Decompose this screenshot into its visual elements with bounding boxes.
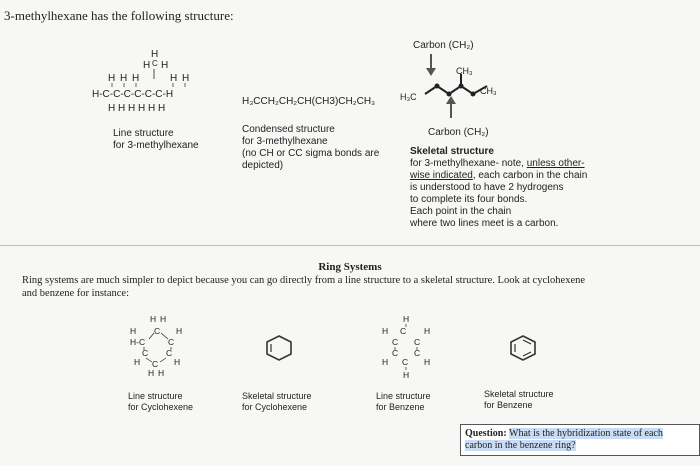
- svg-text:H: H: [170, 73, 178, 84]
- svg-text:H: H: [120, 73, 128, 84]
- skeletal-desc-3: is understood to have 2 hydrogens: [410, 182, 564, 193]
- svg-text:H: H: [108, 73, 116, 84]
- skeletal-desc-5: Each point in the chain: [410, 206, 512, 217]
- condensed-formula: H₃CCH₂CH₂CH(CH3)CH₂CH₃: [242, 96, 376, 107]
- ch3-right-label: CH₃: [480, 86, 497, 96]
- cyclohexene-line-caption: [128, 391, 193, 413]
- h3c-left-label: H₃C: [400, 92, 417, 102]
- svg-text:H-C: H-C: [130, 337, 146, 347]
- svg-text:H: H: [424, 357, 431, 367]
- skeletal-description: [410, 146, 600, 230]
- svg-text:H: H: [148, 368, 155, 378]
- svg-text:C: C: [414, 337, 421, 347]
- benzene-skeletal-caption-1: Skeletal structure: [484, 389, 554, 399]
- svg-text:H: H: [382, 357, 389, 367]
- ring-systems-body-1: Ring systems are much simpler to depict because you can go directly from a line structure to a skeletal structure. Look at cyclohexene: [22, 275, 586, 286]
- svg-text:H: H: [161, 60, 169, 71]
- cyclohexene-line-caption-2: for Cyclohexene: [128, 402, 194, 412]
- svg-text:C: C: [392, 348, 399, 358]
- svg-text:C: C: [400, 326, 407, 336]
- svg-text:H: H: [150, 314, 157, 324]
- intro-text: 3-methylhexane has the following structure:: [4, 8, 234, 23]
- svg-text:C: C: [402, 357, 409, 367]
- svg-text:C: C: [142, 348, 149, 358]
- skeletal-desc-1: for 3-methylhexane- note,: [410, 158, 524, 169]
- skeletal-desc-6: where two lines meet is a carbon.: [410, 218, 559, 229]
- svg-text:H: H: [382, 326, 389, 336]
- benzene-skeletal-caption: [484, 389, 554, 411]
- question-prefix: Question:: [465, 428, 507, 439]
- ring-systems-body-2: and benzene for instance:: [22, 288, 129, 299]
- cyclohexene-skeletal-caption-2: for Cyclohexene: [242, 402, 308, 412]
- svg-text:H: H: [143, 60, 151, 71]
- question-box: [460, 424, 700, 456]
- condensed-desc-2: for 3-methylhexane: [242, 136, 328, 147]
- question-text-2: carbon in the benzene ring?: [465, 440, 576, 451]
- 3-methylhexane-skeletal-structure: [395, 52, 535, 124]
- svg-text:H: H: [134, 357, 141, 367]
- skeletal-desc-line-1: [410, 158, 600, 170]
- cyclohexene-line-structure: [128, 312, 190, 384]
- benzene-line-caption-2: for Benzene: [376, 402, 425, 412]
- carbon-ch2-bottom-label: Carbon (CH₂): [428, 127, 489, 138]
- svg-text:C: C: [392, 337, 399, 347]
- line-structure-label-1: Line structure: [113, 128, 174, 139]
- ring-systems-body: [22, 274, 585, 300]
- svg-text:C: C: [154, 326, 161, 336]
- skeletal-desc-line-2: [410, 170, 600, 182]
- section-divider: [0, 245, 700, 246]
- svg-text:H: H: [403, 314, 410, 324]
- svg-text:H: H: [403, 370, 410, 380]
- skeletal-desc-1-underlined: unless other-: [526, 158, 585, 169]
- condensed-desc-1: Condensed structure: [242, 124, 335, 135]
- condensed-desc-4: depicted): [242, 160, 284, 171]
- svg-text:H: H: [132, 73, 140, 84]
- benzene-line-caption: [376, 391, 431, 413]
- ring-systems-heading: Ring Systems: [318, 261, 382, 273]
- ch3-top-label: CH₃: [456, 66, 473, 76]
- svg-text:H: H: [160, 314, 167, 324]
- svg-text:H: H: [176, 326, 183, 336]
- benzene-line-structure: [376, 312, 436, 384]
- skeletal-desc-2: , each carbon in the chain: [472, 170, 588, 181]
- benzene-line-caption-1: Line structure: [376, 391, 431, 401]
- svg-text:H: H: [182, 73, 190, 84]
- svg-text:C: C: [414, 348, 421, 358]
- line-structure-caption: [113, 128, 199, 152]
- line-structure-label-2: for 3-methylhexane: [113, 140, 199, 151]
- skeletal-title: Skeletal structure: [410, 146, 494, 157]
- benzene-skeletal-structure: [508, 334, 538, 362]
- question-line-2: [465, 440, 695, 452]
- svg-text:H: H: [174, 357, 181, 367]
- svg-text:H-C-C-C-C-C-C-H: H-C-C-C-C-C-C-H: [92, 89, 174, 100]
- condensed-desc-3: (no CH or CC sigma bonds are: [242, 148, 380, 159]
- cyclohexene-skeletal-caption: [242, 391, 312, 413]
- condensed-description: [242, 124, 379, 172]
- 3-methylhexane-line-structure: [88, 46, 218, 118]
- svg-text:C: C: [152, 359, 159, 369]
- benzene-skeletal-caption-2: for Benzene: [484, 400, 533, 410]
- svg-text:H H H H H H: H H H H H H: [108, 103, 166, 114]
- svg-text:H: H: [151, 49, 159, 60]
- svg-text:H: H: [130, 326, 137, 336]
- cyclohexene-skeletal-structure: [264, 334, 294, 362]
- svg-text:H: H: [158, 368, 165, 378]
- skeletal-desc-4: to complete its four bonds.: [410, 194, 528, 205]
- question-line-1: [465, 428, 695, 440]
- svg-text:H: H: [424, 326, 431, 336]
- cyclohexene-skeletal-caption-1: Skeletal structure: [242, 391, 312, 401]
- svg-text:C: C: [152, 59, 158, 68]
- skeletal-desc-2-underlined: wise indicated: [410, 170, 473, 181]
- question-text-1: What is the hybridization state of each: [509, 428, 663, 439]
- carbon-ch2-top-label: Carbon (CH₂): [413, 40, 474, 51]
- cyclohexene-line-caption-1: Line structure: [128, 391, 183, 401]
- svg-text:C: C: [168, 337, 175, 347]
- svg-text:C: C: [166, 348, 173, 358]
